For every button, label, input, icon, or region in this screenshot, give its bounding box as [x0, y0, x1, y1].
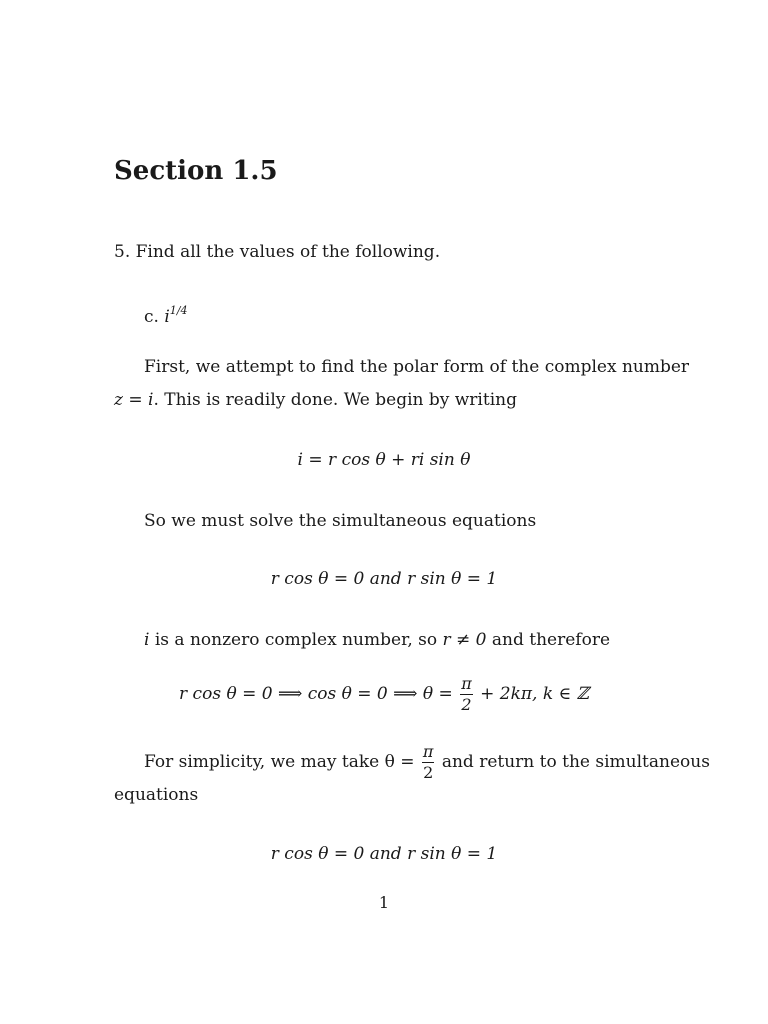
- section-title: Section 1.5: [114, 156, 278, 186]
- paragraph4-after: and return to the simultaneous: [441, 752, 710, 772]
- fraction-numerator: π: [461, 674, 472, 693]
- paragraph1-line1: First, we attempt to find the polar form of the complex number: [144, 357, 690, 377]
- problem-part: [144, 294, 187, 334]
- equation-polar-form: i = r cos θ + ri sin θ: [297, 450, 471, 470]
- equation-theta: [0, 676, 768, 713]
- pi-over-2-fraction: [460, 676, 473, 713]
- paragraph4-before: For simplicity, we may take θ =: [144, 752, 415, 772]
- paragraph4-line2: equations: [114, 785, 199, 805]
- equation-theta-left: r cos θ = 0 ⟹ cos θ = 0 ⟹ θ =: [179, 684, 453, 704]
- pi-over-2-fraction: [422, 744, 435, 781]
- paragraph3: [144, 624, 610, 657]
- paragraph3-text: is a nonzero complex number, so: [149, 630, 443, 650]
- fraction-numerator: π: [422, 742, 434, 761]
- part-base: i: [164, 307, 170, 327]
- z-equals-i: z = i: [114, 390, 154, 410]
- paragraph4-line1: [144, 742, 710, 782]
- problem-statement: 5. Find all the values of the following.: [114, 242, 441, 262]
- paragraph3-lead: i: [144, 630, 150, 650]
- equation-theta-right: + 2kπ, k ∈ ℤ: [480, 684, 589, 704]
- equation-system-1: r cos θ = 0 and r sin θ = 1: [270, 569, 498, 589]
- part-label: c.: [144, 307, 159, 327]
- part-exponent: 1/4: [169, 304, 188, 317]
- fraction-denominator: 2: [423, 763, 434, 782]
- page-number: 1: [378, 893, 390, 912]
- equation-system-2: r cos θ = 0 and r sin θ = 1: [270, 844, 498, 864]
- paragraph1-line2-text: . This is readily done. We begin by writing: [153, 390, 517, 410]
- paragraph3-tail: and therefore: [486, 630, 611, 650]
- paragraph3-condition: r ≠ 0: [442, 630, 487, 650]
- fraction-denominator: 2: [461, 695, 472, 714]
- paragraph1-line2: [114, 384, 517, 417]
- paragraph2: So we must solve the simultaneous equations: [144, 511, 537, 531]
